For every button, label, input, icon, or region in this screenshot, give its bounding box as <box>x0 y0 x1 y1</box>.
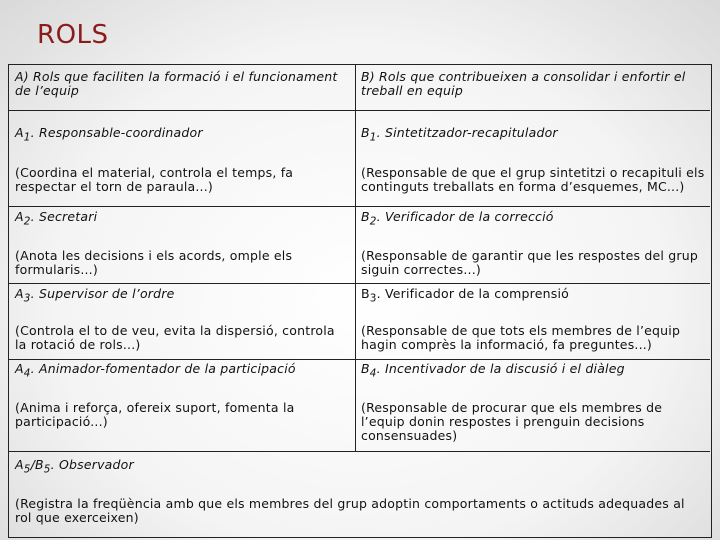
desc-b3: (Responsable de que tots els membres de l’equip hagin comprès la informació, fa preguntes...) <box>361 323 681 352</box>
row-divider <box>9 283 710 284</box>
desc-a1: (Coordina el material, controla el temps, fa respectar el torn de paraula...) <box>15 165 294 194</box>
role-observer: $A_5/B_5$. Observador <box>15 457 134 476</box>
desc-a2: (Anota les decisions i els acords, omple els formularis...) <box>15 248 293 277</box>
row-divider <box>9 110 710 111</box>
role-b3: $B_3$. Verificador de la comprensió <box>361 286 569 305</box>
role-b2: $B_2$. Verificador de la correcció <box>361 209 554 228</box>
page-title: ROLS <box>37 20 109 50</box>
desc-observer: (Registra la freqüència amb que els membres del grup adoptin comportaments o actituds adequades al rol que exerceixen) <box>15 496 685 525</box>
header-col-a: A) Rols que faciliten la formació i el funcionament de l’equip <box>15 69 338 98</box>
row-divider <box>9 451 710 452</box>
role-a3: $A_3$. Supervisor de l’ordre <box>15 286 175 305</box>
role-a4: $A_4$. Animador-fomentador de la participació <box>15 361 296 380</box>
row-divider <box>9 206 710 207</box>
row-divider <box>9 359 710 360</box>
column-divider <box>355 65 356 451</box>
role-b1: $B_1$. Sintetitzador-recapitulador <box>361 125 558 144</box>
desc-b4: (Responsable de procurar que els membres de l’equip donin respostes i prenguin decisions consensuades) <box>361 400 663 443</box>
desc-a3: (Controla el to de veu, evita la dispersió, controla la rotació de rols...) <box>15 323 335 352</box>
desc-b1: (Responsable de que el grup sintetitzi o recapituli els continguts treballats en forma d’esquemes, MC...) <box>361 165 705 194</box>
header-col-b: B) Rols que contribueixen a consolidar i enfortir el treball en equip <box>361 69 686 98</box>
desc-a4: (Anima i reforça, ofereix suport, fomenta la participació...) <box>15 400 295 429</box>
desc-b2: (Responsable de garantir que les respostes del grup siguin correctes...) <box>361 248 698 277</box>
role-a1: $A_1$. Responsable-coordinador <box>15 125 203 144</box>
role-a2: $A_2$. Secretari <box>15 209 98 228</box>
role-b4: $B_4$. Incentivador de la discusió i el diàleg <box>361 361 625 380</box>
roles-table <box>8 64 712 538</box>
